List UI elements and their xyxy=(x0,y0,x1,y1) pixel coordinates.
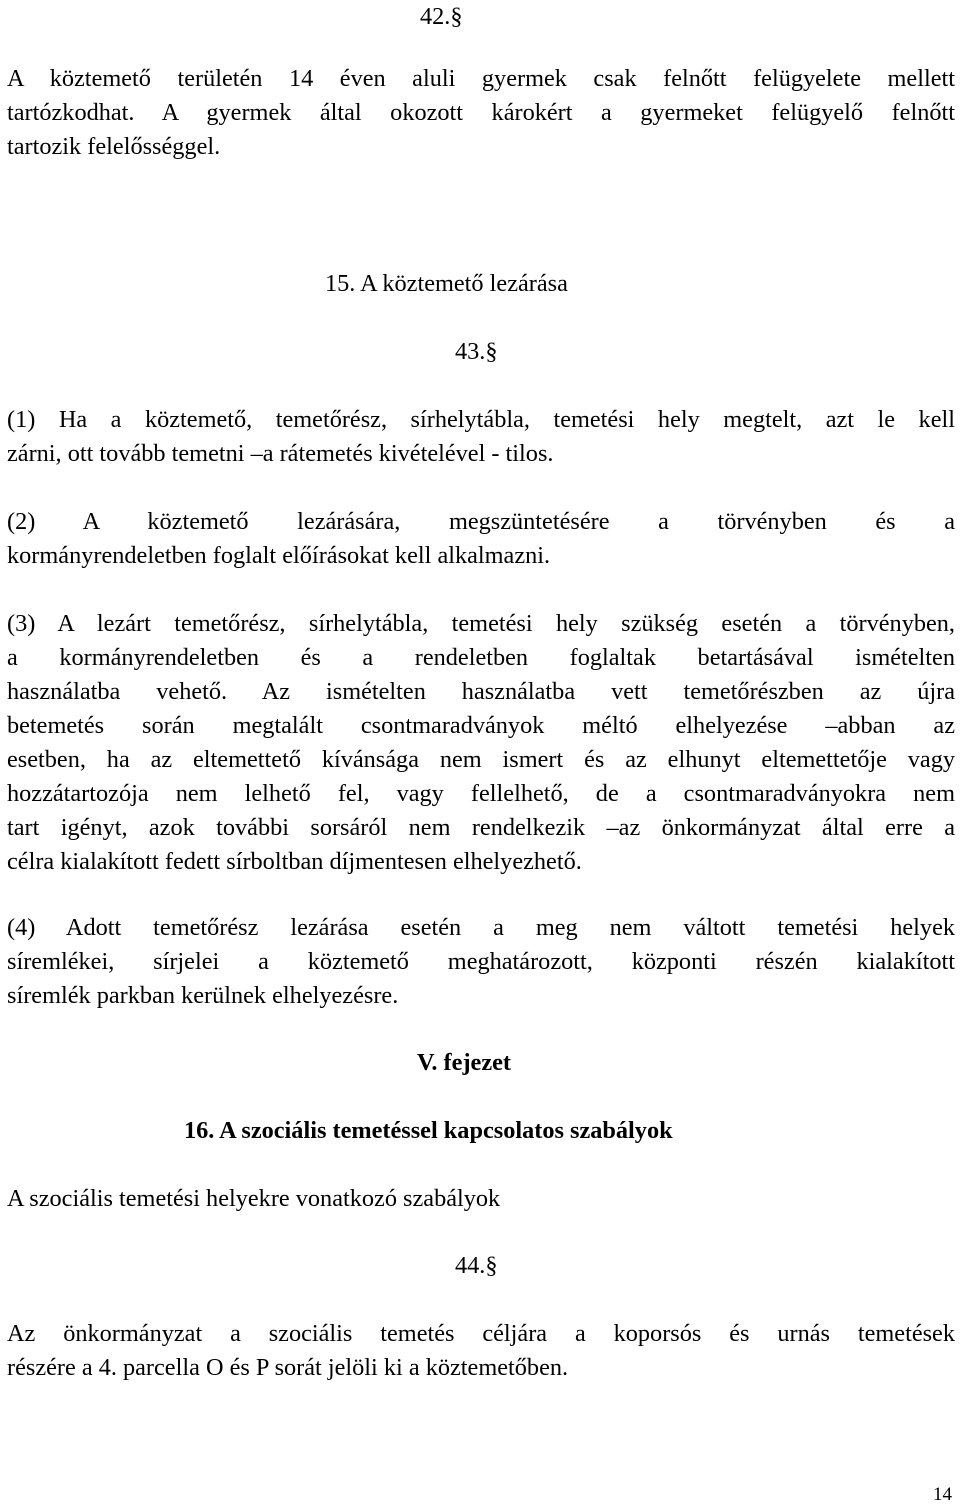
paragraph-line: tartózkodhat. A gyermek által okozott károkért a gyermeket felügyelő felnőtt xyxy=(7,99,955,126)
paragraph-line: esetben, ha az eltemettető kívánsága nem ismert és az elhunyt eltemettetője vagy xyxy=(7,746,955,773)
paragraph-line: (3) A lezárt temetőrész, sírhelytábla, temetési hely szükség esetén a törvényben, xyxy=(7,610,955,637)
section-42-paragraph xyxy=(7,62,955,164)
section-43-paragraph-2 xyxy=(7,505,955,573)
chapter-16-title: 16. A szociális temetéssel kapcsolatos szabályok xyxy=(184,1117,673,1144)
section-42-heading: 42.§ xyxy=(420,3,463,30)
paragraph-line: A köztemető területén 14 éven aluli gyermek csak felnőtt felügyelete mellett xyxy=(7,65,955,92)
paragraph-line: tart igényt, azok további sorsáról nem rendelkezik –az önkormányzat által erre a xyxy=(7,814,955,841)
chapter-v-title: V. fejezet xyxy=(417,1049,511,1076)
paragraph-line: a kormányrendeletben és a rendeletben foglaltak betartásával ismételten xyxy=(7,644,955,671)
paragraph-line: használatba vehető. Az ismételten használatba vett temetőrészben az újra xyxy=(7,678,955,705)
section-44-paragraph xyxy=(7,1317,955,1385)
paragraph-line: kormányrendeletben foglalt előírásokat kell alkalmazni. xyxy=(7,542,551,569)
section-44-heading: 44.§ xyxy=(455,1252,498,1279)
section-43-heading: 43.§ xyxy=(455,338,498,365)
section-43-paragraph-1 xyxy=(7,403,955,471)
paragraph-line: (4) Adott temetőrész lezárása esetén a meg nem váltott temetési helyek xyxy=(7,914,955,941)
paragraph-line: zárni, ott tovább temetni –a rátemetés kivételével - tilos. xyxy=(7,440,554,467)
paragraph-line: részére a 4. parcella O és P sorát jelöli ki a köztemetőben. xyxy=(7,1354,569,1381)
section-43-paragraph-4 xyxy=(7,911,955,1013)
paragraph-line: célra kialakított fedett sírboltban díjmentesen elhelyezhető. xyxy=(7,848,582,875)
paragraph-line: Az önkormányzat a szociális temetés céljára a koporsós és urnás temetések xyxy=(7,1320,955,1347)
paragraph-line: (2) A köztemető lezárására, megszüntetésére a törvényben és a xyxy=(7,508,955,535)
paragraph-line: betemetés során megtalált csontmaradványok méltó elhelyezése –abban az xyxy=(7,712,955,739)
subheading-text: A szociális temetési helyekre vonatkozó szabályok xyxy=(7,1185,501,1212)
paragraph-line: hozzátartozója nem lelhető fel, vagy fellelhető, de a csontmaradványokra nem xyxy=(7,780,955,807)
subheading xyxy=(7,1182,955,1216)
paragraph-line: síremlékei, sírjelei a köztemető meghatározott, központi részén kialakított xyxy=(7,948,955,975)
paragraph-line: síremlék parkban kerülnek elhelyezésre. xyxy=(7,982,399,1009)
paragraph-line: tartozik felelősséggel. xyxy=(7,133,221,160)
chapter-15-title: 15. A köztemető lezárása xyxy=(325,270,568,297)
section-43-paragraph-3 xyxy=(7,607,955,879)
page-number: 14 xyxy=(933,1484,952,1505)
paragraph-line: (1) Ha a köztemető, temetőrész, sírhelytábla, temetési hely megtelt, azt le kell xyxy=(7,406,955,433)
